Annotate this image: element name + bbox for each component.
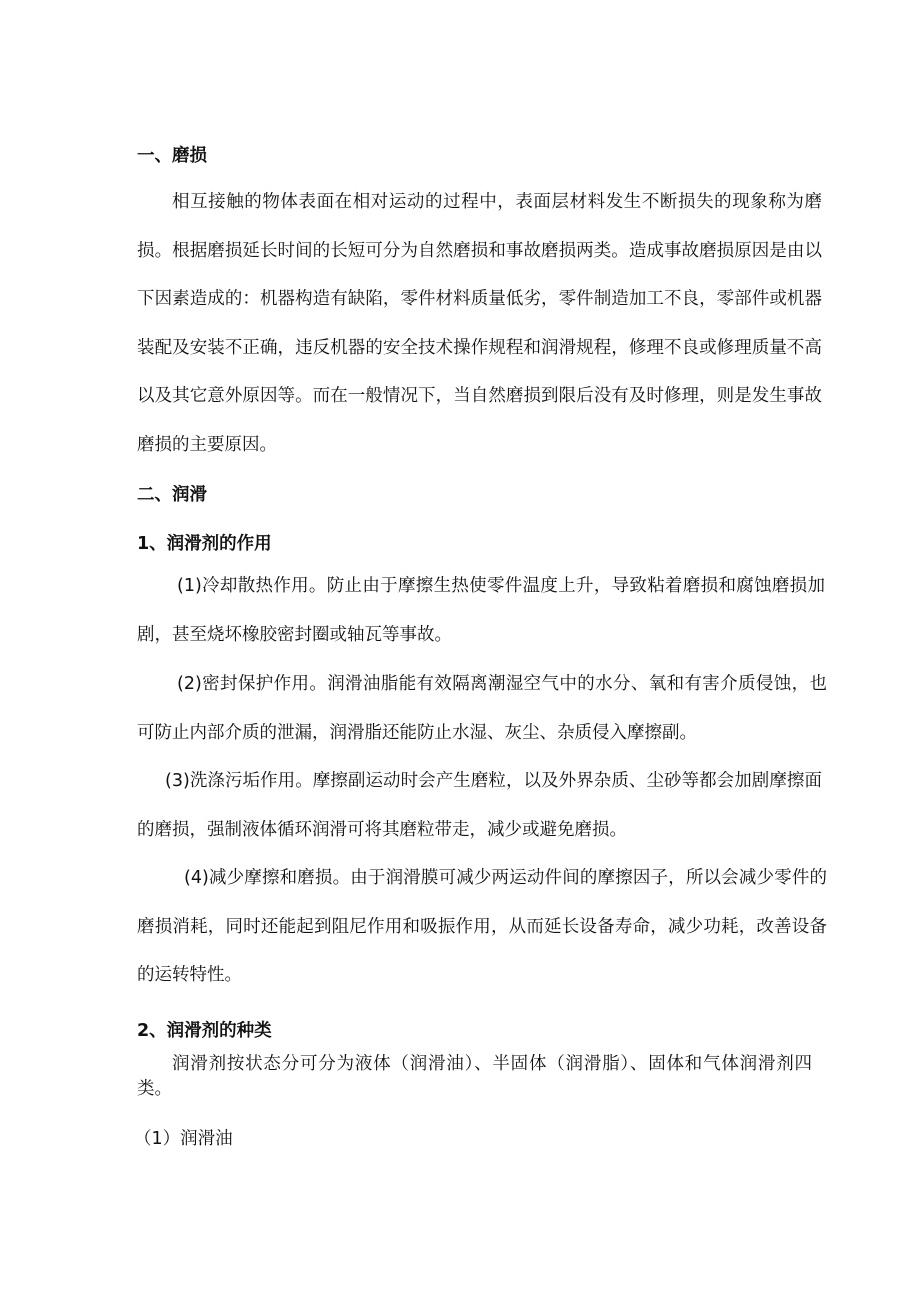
lubricating-oil-item: （1）润滑油	[134, 1129, 233, 1149]
subsection-1-heading: 1、润滑剂的作用	[137, 534, 272, 554]
section-1-heading: 一、磨损	[137, 146, 207, 166]
function-item-2: (2)密封保护作用。润滑油脂能有效隔离潮湿空气中的水分、氧和有害介质侵蚀，也可防止内部介质的泄漏，润滑脂还能防止水湿、灰尘、杂质侵入摩擦副。	[137, 674, 827, 743]
section-2-heading: 二、润滑	[137, 485, 207, 505]
function-item-3: (3)洗涤污垢作用。摩擦副运动时会产生磨粒，以及外界杂质、尘砂等都会加剧摩擦面的磨损，强制液体循环润滑可将其磨粒带走，减少或避免磨损。	[137, 771, 822, 840]
subsection-2-heading: 2、润滑剂的种类	[137, 1021, 272, 1041]
function-item-4: (4)减少摩擦和磨损。由于润滑膜可减少两运动件间的摩擦因子，所以会减少零件的磨损消耗，同时还能起到阻尼作用和吸振作用，从而延长设备寿命，减少功耗，改善设备的运转特性。	[137, 868, 827, 985]
section-1-paragraph: 相互接触的物体表面在相对运动的过程中，表面层材料发生不断损失的现象称为磨损。根据磨损延长时间的长短可分为自然磨损和事故磨损两类。造成事故磨损原因是由以下因素造成的：机器构造有缺陷，零件材料质量低劣，零件制造加工不良，零部件或机器装配及安装不正确，违反机器的安全技术操作规程和润滑规程，修理不良或修理质量不高以及其它意外原因等。而在一般情况下，当自然磨损到限后没有及时修理，则是发生事故磨损的主要原因。	[137, 192, 822, 455]
function-item-1: (1)冷却散热作用。防止由于摩擦生热使零件温度上升，导致粘着磨损和腐蚀磨损加剧，甚至烧坏橡胶密封圈或轴瓦等事故。	[137, 576, 825, 645]
lubricant-types-paragraph: 润滑剂按状态分可分为液体（润滑油）、半固体（润滑脂）、固体和气体润滑剂四类。	[137, 1054, 812, 1099]
